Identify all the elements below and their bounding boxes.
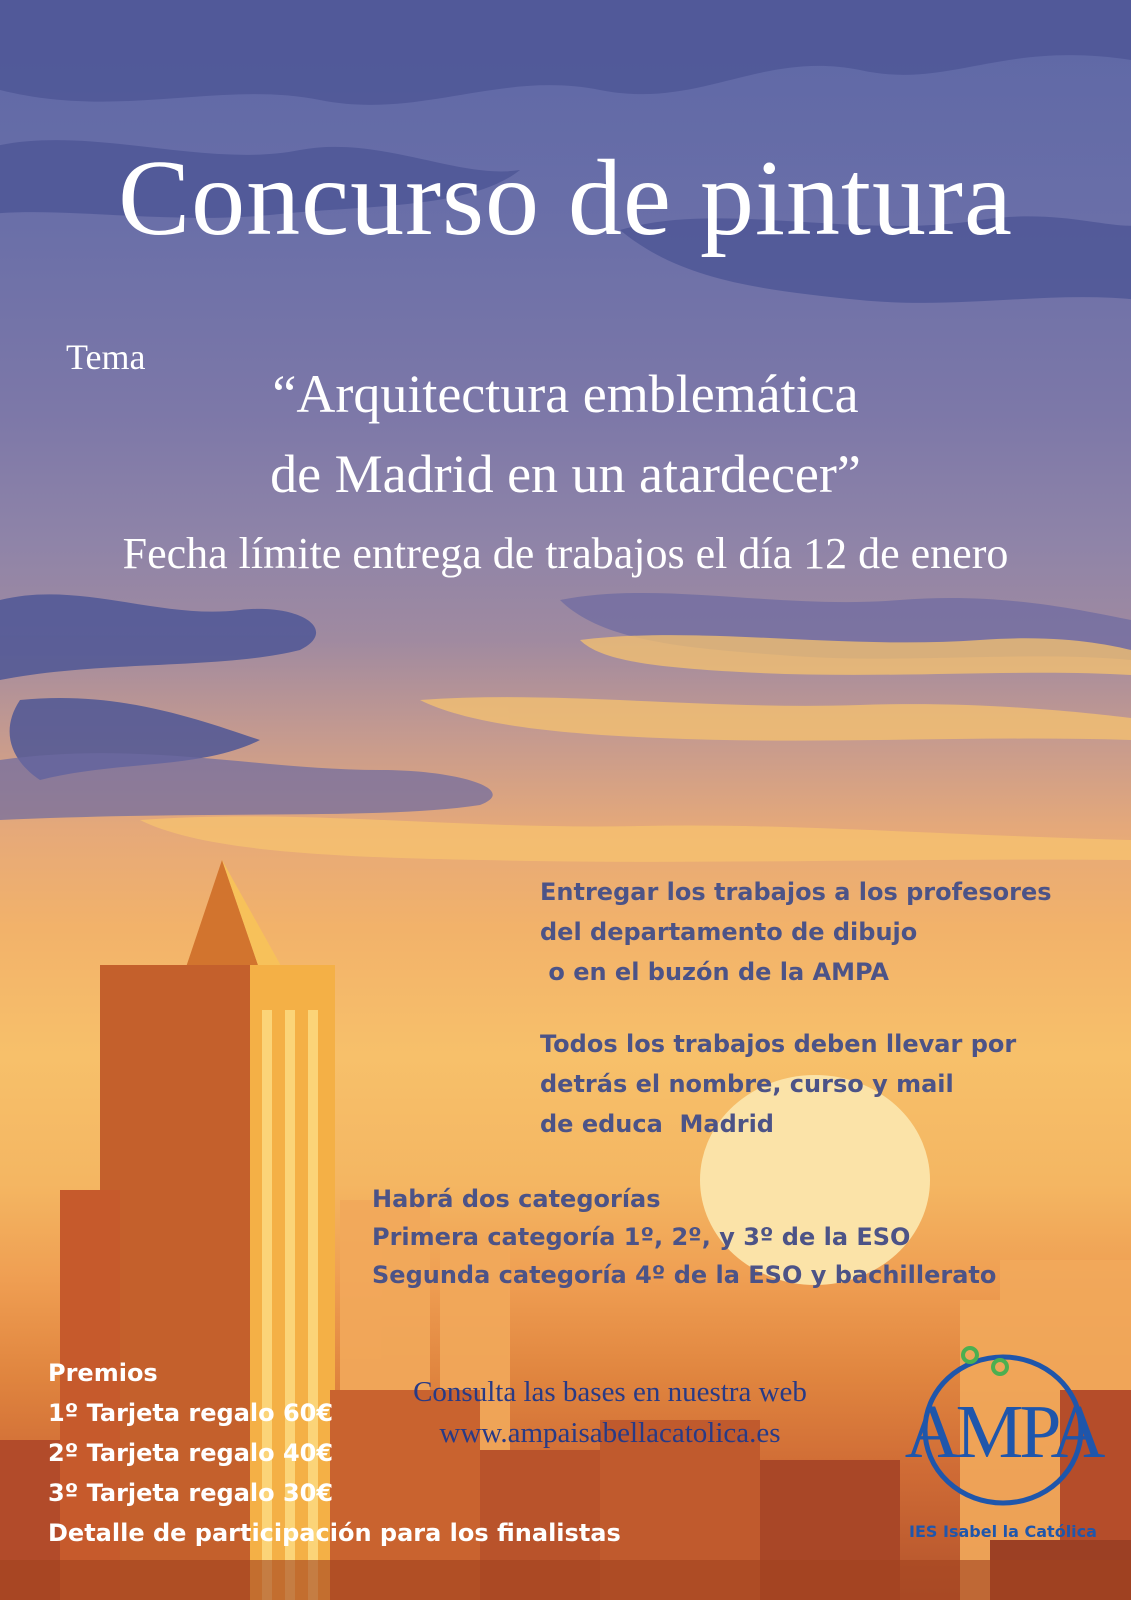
delivery-line: del departamento de dibujo bbox=[540, 918, 918, 946]
website-link[interactable]: www.ampaisabellacatolica.es bbox=[439, 1417, 781, 1449]
ampa-logo bbox=[904, 1345, 1102, 1515]
prize-item: 3º Tarjeta regalo 30€ bbox=[48, 1479, 334, 1507]
requirements-line: Todos los trabajos deben llevar por bbox=[540, 1030, 1017, 1058]
page-title: Concurso de pintura bbox=[118, 139, 1013, 258]
categories-heading: Habrá dos categorías bbox=[372, 1185, 661, 1213]
deadline: Fecha límite entrega de trabajos el día 12 de enero bbox=[122, 529, 1009, 578]
theme-line-1: “Arquitectura emblemática bbox=[272, 364, 859, 424]
delivery-block bbox=[540, 872, 1052, 992]
cloud-layer-glow bbox=[140, 635, 1131, 862]
requirements-line: detrás el nombre, curso y mail bbox=[540, 1070, 954, 1098]
prizes-heading: Premios bbox=[48, 1359, 158, 1387]
svg-text:AMPA: AMPA bbox=[904, 1390, 1102, 1474]
category-line: Segunda categoría 4º de la ESO y bachillerato bbox=[372, 1261, 997, 1289]
web-invite: Consulta las bases en nuestra web bbox=[413, 1376, 807, 1408]
requirements-line: de educa Madrid bbox=[540, 1110, 774, 1138]
prize-item: 1º Tarjeta regalo 60€ bbox=[48, 1399, 334, 1427]
category-line: Primera categoría 1º, 2º, y 3º de la ESO bbox=[372, 1223, 911, 1251]
prizes-note: Detalle de participación para los finalistas bbox=[48, 1519, 621, 1547]
theme-line-2: de Madrid en un atardecer” bbox=[270, 444, 861, 504]
ground-shade bbox=[0, 1560, 1131, 1600]
requirements-block bbox=[540, 1024, 1016, 1144]
theme-label: Tema bbox=[66, 337, 146, 377]
delivery-line: o en el buzón de la AMPA bbox=[540, 958, 889, 986]
prize-item: 2º Tarjeta regalo 40€ bbox=[48, 1439, 334, 1467]
logo-caption: IES Isabel la Católica bbox=[909, 1522, 1097, 1541]
delivery-line: Entregar los trabajos a los profesores bbox=[540, 878, 1052, 906]
categories-block bbox=[372, 1180, 996, 1294]
